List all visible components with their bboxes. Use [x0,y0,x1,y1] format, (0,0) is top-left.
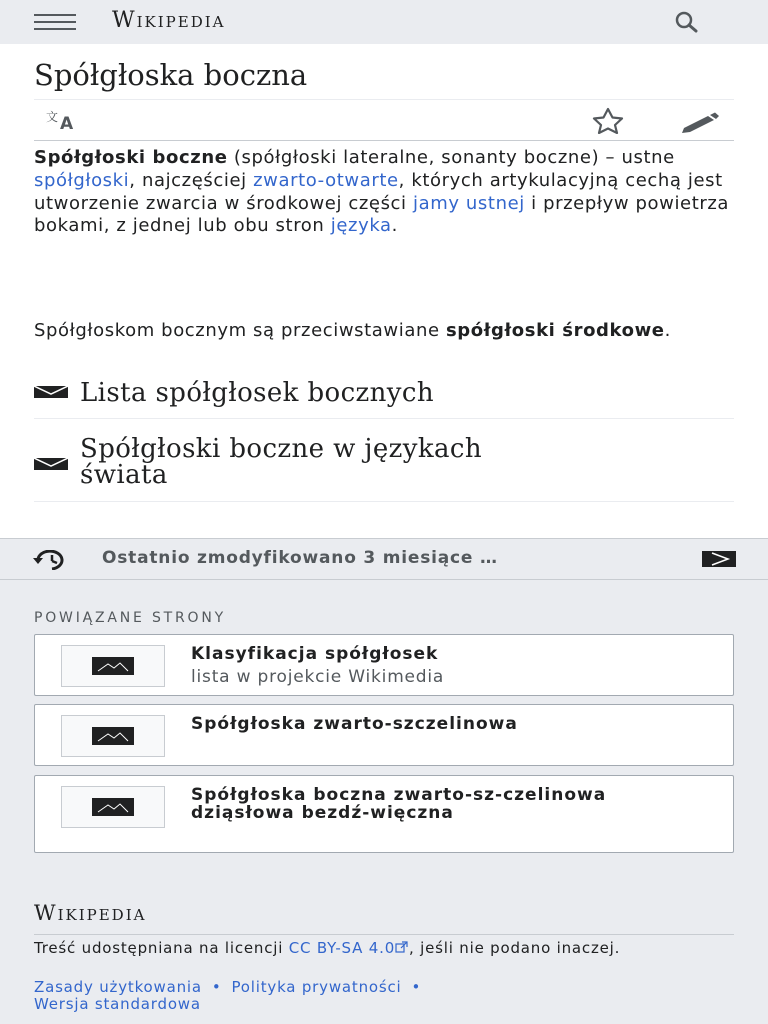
chevron-right-icon [702,551,736,567]
desktop-version-link[interactable]: Wersja standardowa [34,995,201,1013]
hamburger-menu-icon[interactable] [34,14,76,30]
image-icon [92,727,134,745]
related-page-title: Spółgłoska boczna zwarto-sz-czelinowa dziąsłowa bezdź-więczna [191,785,607,823]
license-link[interactable]: CC BY-SA 4.0 [288,939,396,957]
related-pages-heading: POWIĄZANE STRONY [34,610,226,626]
svg-text:A: A [60,114,74,132]
link-zwarto-otwarte[interactable]: zwarto-otwarte [253,169,399,191]
related-page-card[interactable] [34,704,734,766]
bold-term: spółgłoski środkowe [445,320,665,341]
related-page-title: Klasyfikacja spółgłosek [191,644,439,664]
page-actions-bar [34,99,734,141]
link-spolgloski[interactable]: spółgłoski [34,169,130,191]
last-modified-text: Ostatnio zmodyfikowano 3 miesiące … [102,548,498,568]
page-title: Spółgłoska boczna [34,58,308,92]
thumbnail-placeholder [61,645,165,687]
last-modified-bar[interactable] [0,538,768,580]
external-link-icon [395,941,409,953]
lead-text: . [664,320,671,341]
license-notice [34,940,734,957]
star-icon[interactable] [586,106,630,134]
top-bar [0,0,768,44]
lead-text: i przepływ powietrza bokami, z jednej lub obu stron [34,192,730,237]
license-text: Treść udostępniana na licencji [34,939,289,957]
section-heading-lista[interactable] [34,372,734,419]
section-title: Lista spółgłosek bocznych [80,378,434,408]
image-icon [92,657,134,675]
footer-divider [34,934,734,935]
link-jamy-ustnej[interactable]: jamy ustnej [412,192,525,214]
thumbnail-placeholder [61,786,165,828]
thumbnail-placeholder [61,715,165,757]
related-page-card[interactable] [34,775,734,853]
section-heading-jezyki-swiata[interactable] [34,430,734,502]
wikipedia-wordmark[interactable]: Wikipedia [112,8,226,33]
pencil-icon[interactable] [678,106,724,134]
language-icon[interactable] [44,108,84,132]
lead-text: , najczęściej [129,169,254,191]
section-title: Spółgłoski boczne w językach świata [80,434,483,490]
bold-term: Spółgłoski boczne [34,147,228,168]
lead-text: (spółgłoski lateralne, sonanty boczne) – ustne [227,147,675,168]
privacy-policy-link[interactable]: Polityka prywatności [231,978,402,996]
lead-text: , których artykulacyjną cechą jest utworzenie zwarcia w środkowej części [34,169,723,214]
lead-paragraph-1 [34,147,734,238]
separator-dot: • [211,978,222,996]
link-jezyka[interactable]: języka [330,215,392,237]
article-content [0,44,768,538]
search-icon[interactable] [668,10,708,34]
history-icon [32,550,72,570]
related-page-card[interactable] [34,634,734,696]
footer-links [34,979,734,1013]
related-page-title: Spółgłoska zwarto-szczelinowa [191,714,518,734]
chevron-down-icon [34,386,68,398]
chevron-down-icon [34,458,68,470]
lead-paragraph-2 [34,320,734,343]
footer-wordmark: Wikipedia [34,901,147,925]
license-text: , jeśli nie podano inaczej. [409,939,621,957]
related-page-description: lista w projekcie Wikimedia [191,667,445,687]
lead-text: . [391,215,398,237]
terms-of-use-link[interactable]: Zasady użytkowania [34,978,202,996]
lead-text: Spółgłoskom bocznym są przeciwstawiane [34,320,446,341]
svg-text:文: 文 [46,110,59,124]
image-icon [92,798,134,816]
separator-dot: • [411,978,422,996]
